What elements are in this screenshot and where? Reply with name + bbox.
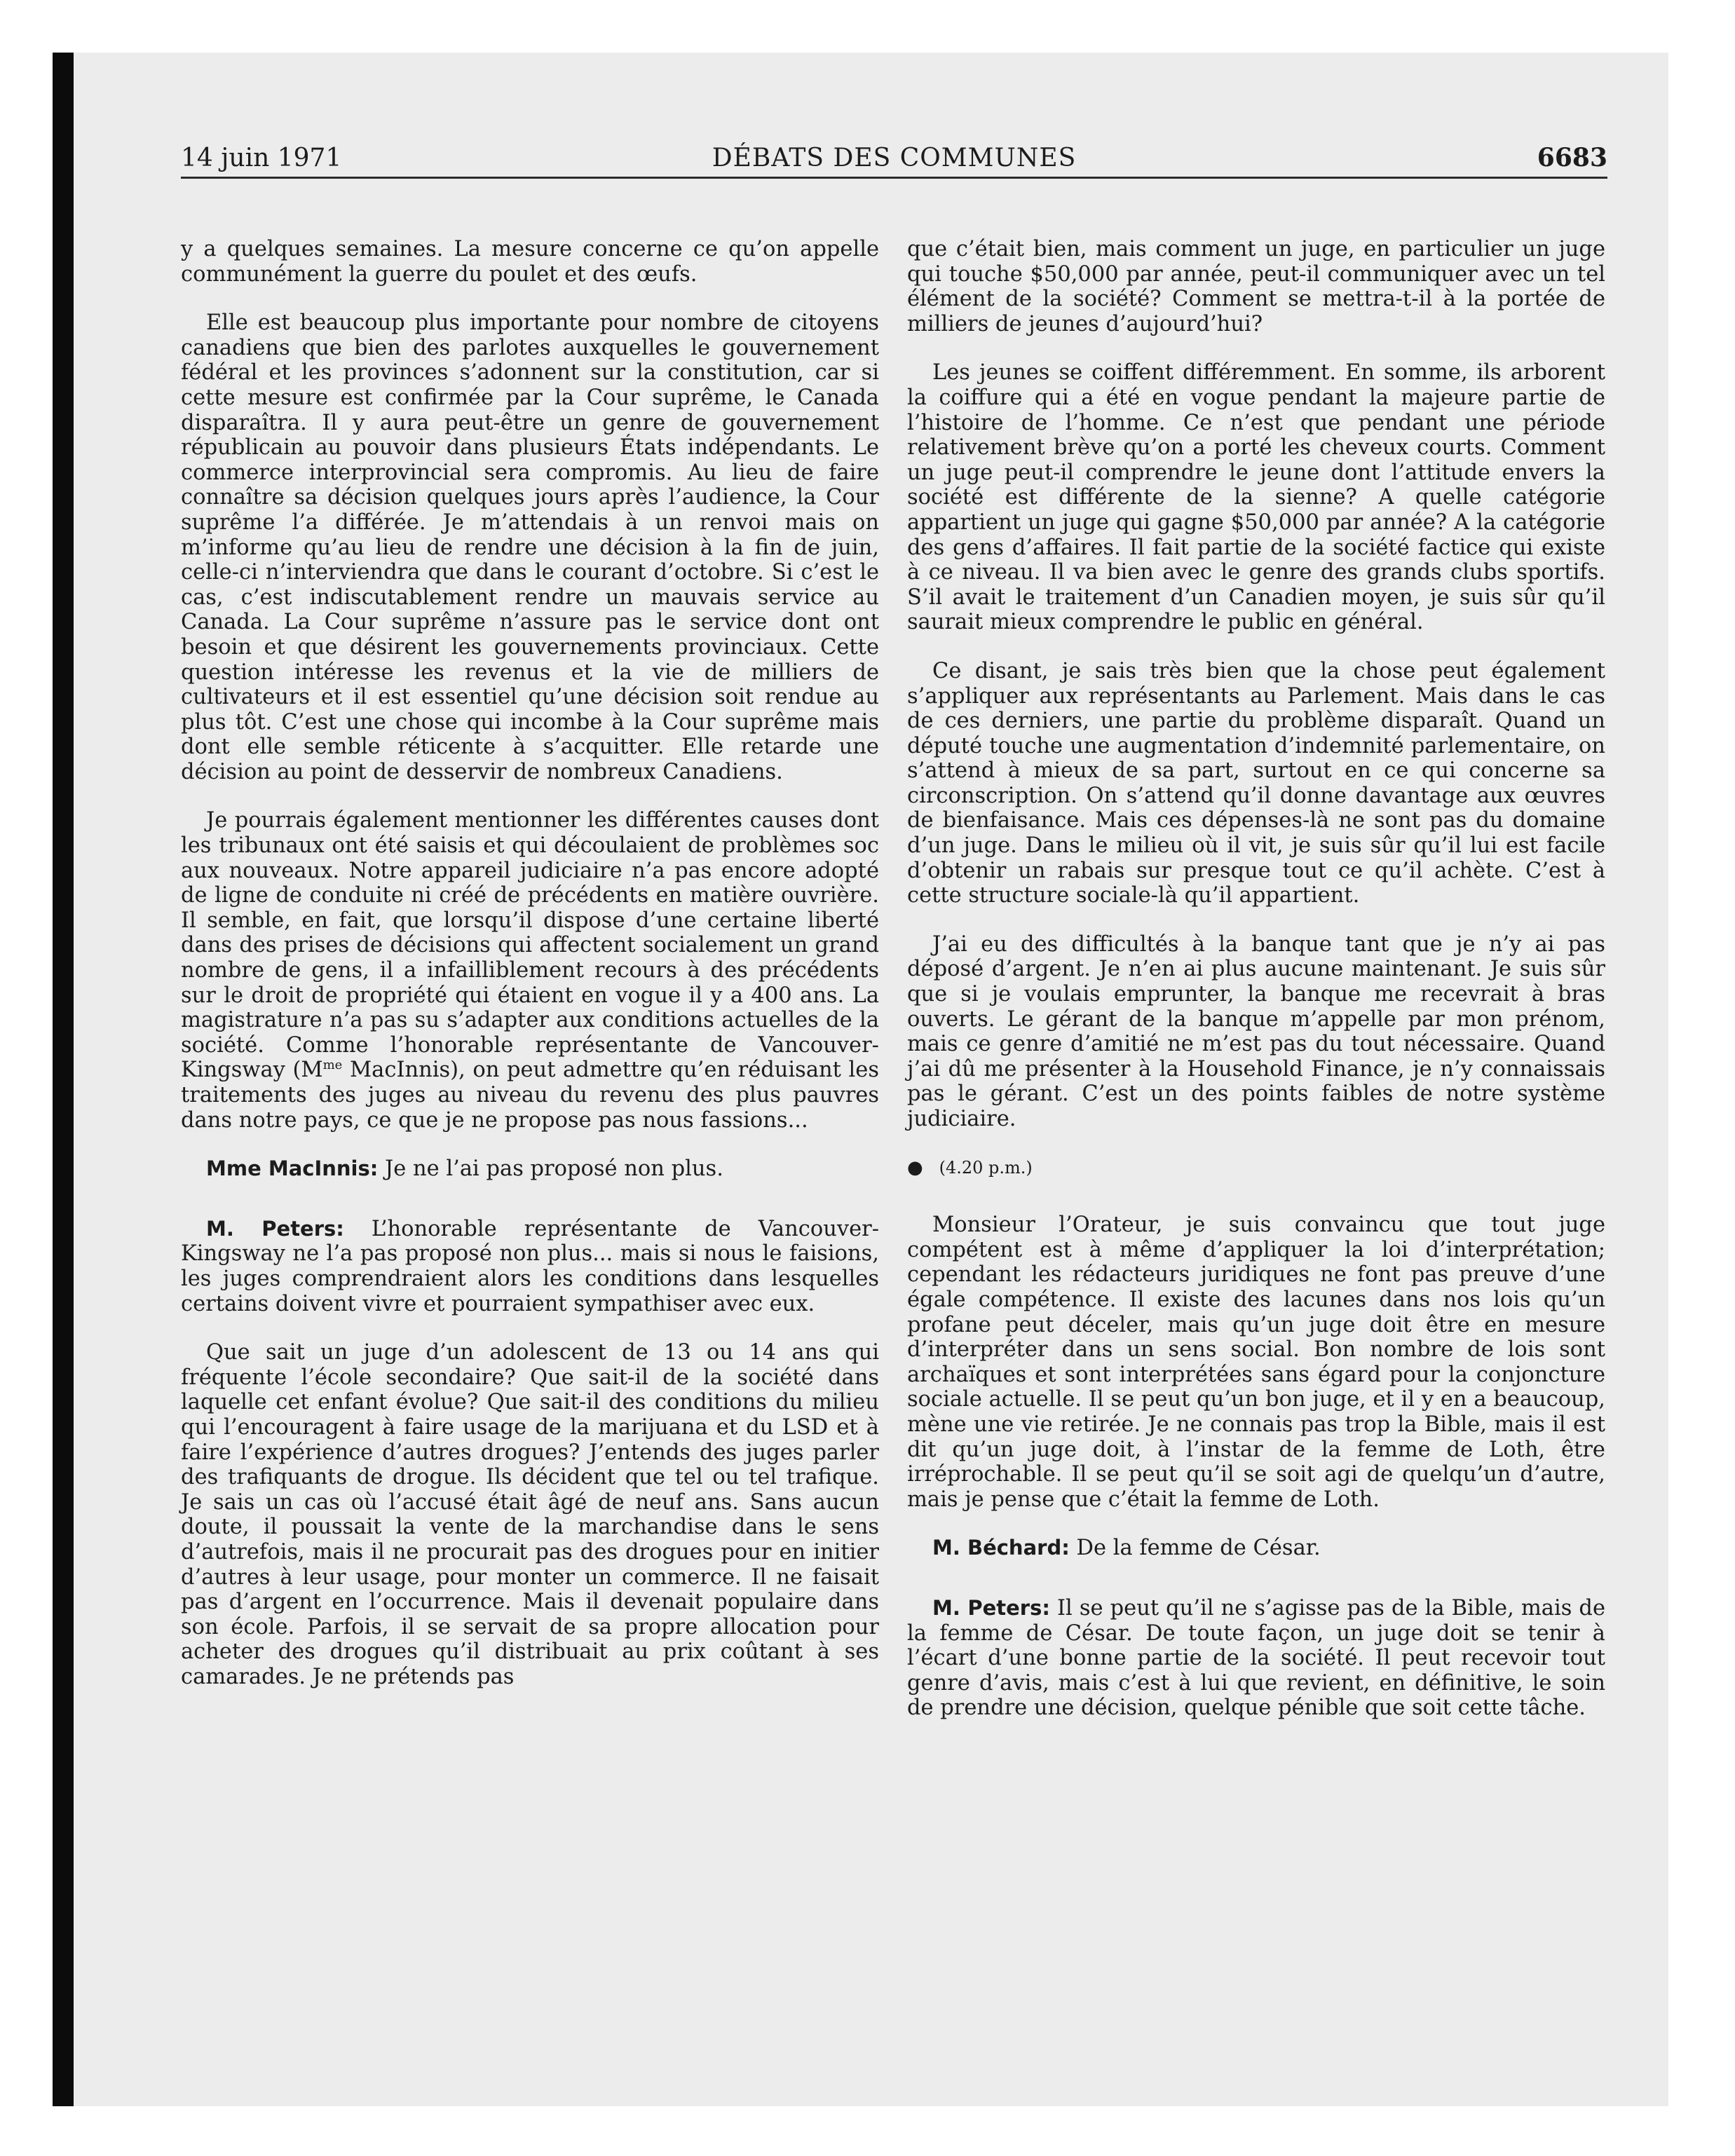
speaker-paragraph	[181, 1217, 879, 1316]
paragraph: Ce disant, je sais très bien que la chose peut également s’appliquer aux représentants au Parlement. Mais dans le cas de ces derniers, une partie du problème disparaît. Quand un député touche une augmentation d’indemnité parlementaire, on s’attend à mieux de sa part, surtout en ce qui concerne sa circonscription. On s’attend qu’il donne davantage aux œuvres de bienfaisance. Mais ces dépenses-là ne sont pas du domaine d’un juge. Dans le milieu où il vit, je suis sûr qu’il lui est facile d’obtenir un rabais sur presque tout ce qu’il achète. C’est à cette structure sociale-là qu’il appartient.	[907, 658, 1605, 908]
superscript: me	[322, 1058, 343, 1073]
paragraph: Les jeunes se coiffent différemment. En somme, ils arborent la coiffure qui a été en vogue pendant la majeure partie de l’histoire de l’homme. Ce n’est que pendant une période relativement brève qu’on a porté les cheveux courts. Comment un juge peut-il comprendre le jeune dont l’attitude envers la société est différente de la sienne? A quelle catégorie appartient un juge qui gagne $50,000 par année? A la catégorie des gens d’affaires. Il fait partie de la société factice qui existe à ce niveau. Il va bien avec le genre des grands clubs sportifs. S’il avait le traitement d’un Canadien moyen, je suis sûr qu’il saurait mieux comprendre le public en général.	[907, 360, 1605, 635]
paragraph: Monsieur l’Orateur, je suis convaincu que tout juge compétent est à même d’appliquer la loi d’interprétation; cependant les rédacteurs juridiques ne font pas preuve d’une égale compétence. Il existe des lacunes dans nos lois qu’un profane peut déceler, mais qu’un juge doit être en mesure d’interpréter dans un sens social. Bon nombre de lois sont archaïques et sont interprétées sans égard pour la conjoncture sociale actuelle. Il se peut qu’un bon juge, et il y en a beaucoup, mène une vie retirée. Je ne connais pas trop la Bible, mais il est dit qu’un juge doit, à l’instar de la femme de Loth, être irréprochable. Il se peut qu’il se soit agi de quelqu’un d’autre, mais je pense que c’était la femme de Loth.	[907, 1213, 1605, 1512]
paragraph: J’ai eu des difficultés à la banque tant que je n’y ai pas déposé d’argent. Je n’en ai plus aucune maintenant. Je suis sûr que si je voulais emprunter, la banque me recevrait à bras ouverts. Le gérant de la banque m’appelle par mon prénom, mais ce genre d’amitié ne m’est pas du tout nécessaire. Quand j’ai dû me présenter à la Household Finance, je n’y connaissais pas le gérant. C’est un des points faibles de notre système judiciaire.	[907, 932, 1605, 1131]
page-number: 6683	[1537, 143, 1607, 172]
paragraph: y a quelques semaines. La mesure concerne ce qu’on appelle communément la guerre du poulet et des œufs.	[181, 237, 879, 287]
speaker-name: M. Peters:	[206, 1216, 344, 1241]
left-column	[181, 237, 879, 1713]
running-header	[181, 140, 1607, 179]
paragraph-text: MacInnis), on peut admettre qu’en réduisant les traitements des juges au niveau du revenu des plus pauvres dans notre pays, ce que je ne propose pas nous fassions...	[181, 1058, 879, 1133]
speech-text: De la femme de César.	[1069, 1536, 1321, 1561]
header-date: 14 juin 1971	[181, 144, 342, 172]
speaker-paragraph	[907, 1536, 1605, 1561]
paragraph: Que sait un juge d’un adolescent de 13 ou 14 ans qui fréquente l’école secondaire? Que sait-il de la société dans laquelle cet enfant évolue? Que sait-il des conditions du milieu qui l’encouragent à faire usage de la marijuana et du LSD et à faire l’expérience d’autres drogues? J’entends des juges parler des trafiquants de drogue. Ils décident que tel ou tel trafique. Je sais un cas où l’accusé était âgé de neuf ans. Sans aucun doute, il poussait la vente de la marchandise dans le sens d’autrefois, mais il ne procurait pas des drogues pour en initier d’autres à leur usage, pour monter un commerce. Il ne faisait pas d’argent en l’occurrence. Mais il devenait populaire dans son école. Parfois, il se servait de sa propre allocation pour acheter des drogues qu’il distribuait au prix coûtant à ses camarades. Je ne prétends pas	[181, 1340, 879, 1689]
paragraph	[181, 808, 879, 1133]
scan-edge	[53, 53, 74, 2106]
time-stamp: (4.20 p.m.)	[939, 1157, 1033, 1178]
speaker-name: Mme MacInnis:	[206, 1157, 379, 1181]
paragraph: que c’était bien, mais comment un juge, en particulier un juge qui touche $50,000 par année, peut-il communiquer avec un tel élément de la société? Comment se mettra-t-il à la portée de milliers de jeunes d’aujourd’hui?	[907, 237, 1605, 336]
bullet-icon: ●	[907, 1157, 923, 1178]
speech-text: Il se peut qu’il ne s’agisse pas de la Bible, mais de la femme de César. De toute façon, un juge doit se tenir à l’écart d’une bonne partie de la société. Il peut recevoir tout genre d’avis, mais c’est à lui que revient, en définitive, le soin de prendre une décision, quelque pénible que soit cette tâche.	[907, 1595, 1605, 1721]
speaker-paragraph	[181, 1157, 879, 1182]
speaker-name: M. Peters:	[932, 1595, 1050, 1620]
speaker-paragraph	[907, 1596, 1605, 1721]
speaker-name: M. Béchard:	[932, 1536, 1070, 1560]
speech-text: Je ne l’ai pas proposé non plus.	[378, 1157, 723, 1182]
speech-text: L’honorable représentante de Vancouver-Kingsway ne l’a pas proposé non plus... mais si nous le faisions, les juges comprendraient alors les conditions dans lesquelles certains doivent vivre et pourraient sympathiser avec eux.	[181, 1216, 879, 1316]
header-title: DÉBATS DES COMMUNES	[712, 144, 1077, 172]
time-marker	[907, 1156, 1605, 1181]
right-column	[907, 237, 1605, 1745]
paragraph-text: Je pourrais également mentionner les différentes causes dont les tribunaux ont été saisis et qui découlaient de problèmes soc aux nouveaux. Notre appareil judiciaire n’a pas encore adopté de ligne de conduite ni créé de précédents en matière ouvrière. Il semble, en fait, que lorsqu’il dispose d’une certaine liberté dans des prises de décisions qui affectent socialement un grand nombre de gens, il a infailliblement recours à des précédents sur le droit de propriété qui étaient en vogue il y a 400 ans. La magistrature n’a pas su s’adapter aux conditions actuelles de la société. Comme l’honorable représentante de Vancouver-Kingsway (M	[181, 808, 879, 1083]
paragraph: Elle est beaucoup plus importante pour nombre de citoyens canadiens que bien des parlotes auxquelles le gouvernement fédéral et les provinces s’adonnent sur la constitution, car si cette mesure est confirmée par la Cour suprême, le Canada disparaîtra. Il y aura peut-être un genre de gouvernement républicain au pouvoir dans plusieurs États indépendants. Le commerce interprovincial sera compromis. Au lieu de faire connaître sa décision quelques jours après l’audience, la Cour suprême l’a différée. Je m’attendais à un renvoi mais on m’informe qu’au lieu de rendre une décision à la fin de juin, celle-ci n’interviendra que dans le courant d’octobre. Si c’est le cas, c’est indiscutablement rendre un mauvais service au Canada. La Cour suprême n’assure pas le service dont ont besoin et que désirent les gouvernements provinciaux. Cette question intéresse les revenus et la vie de milliers de cultivateurs et il est essentiel qu’une décision soit rendue au plus tôt. C’est une chose qui incombe à la Cour suprême mais dont elle semble réticente à s’acquitter. Elle retarde une décision au point de desservir de nombreux Canadiens.	[181, 311, 879, 784]
